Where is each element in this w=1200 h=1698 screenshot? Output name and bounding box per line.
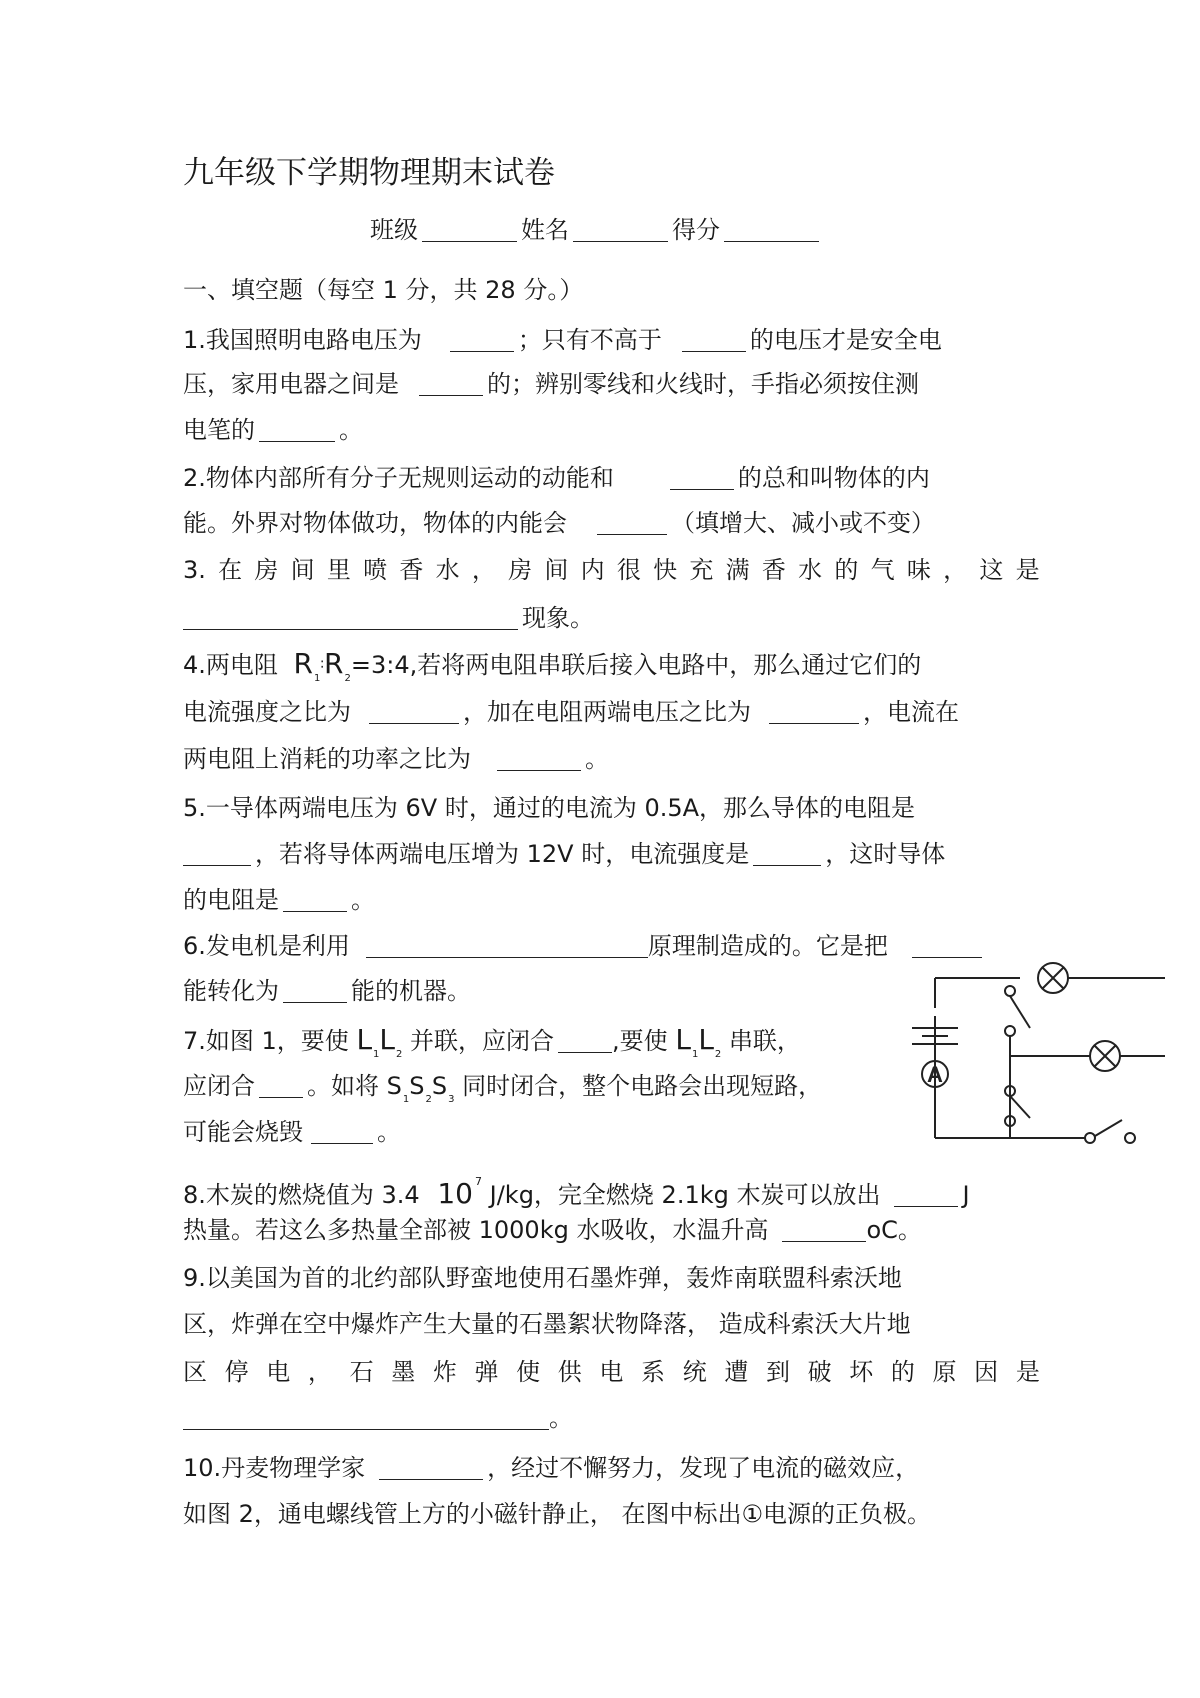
question-5-line-3 xyxy=(183,884,1040,916)
subscript: 1 xyxy=(373,1049,380,1060)
text: J xyxy=(962,1181,970,1209)
spaced-char: 墨 xyxy=(391,1358,416,1386)
text: 1.我国照明电路电压为 xyxy=(183,326,422,354)
question-10-line-2: 如图 2，通电螺线管上方的小磁针静止， 在图中标出①电源的正负极。 xyxy=(183,1500,932,1528)
spaced-char: 是 xyxy=(1015,1358,1040,1386)
score-field[interactable] xyxy=(724,215,819,242)
spaced-char: 的 xyxy=(834,556,859,584)
spaced-char: 区 xyxy=(183,1358,207,1386)
text: 串联， xyxy=(728,1027,801,1055)
text: 能转化为 xyxy=(183,977,279,1005)
spaced-char: 3. xyxy=(183,556,206,584)
text: 。 xyxy=(377,1118,401,1146)
spaced-char: 水 xyxy=(798,556,823,584)
text: 能。外界对物体做功，物体的内能会 xyxy=(183,509,567,537)
spaced-char: 到 xyxy=(765,1358,790,1386)
spaced-char: 遭 xyxy=(724,1358,749,1386)
spaced-char: 炸 xyxy=(432,1358,457,1386)
r1-symbol: R xyxy=(293,647,314,680)
answer-blank[interactable] xyxy=(419,369,483,396)
question-4-line-3 xyxy=(183,743,1040,775)
text: ；只有不高于 xyxy=(517,326,662,354)
l1-symbol: L xyxy=(675,1023,691,1056)
text: 2.物体内部所有分子无规则运动的动能和 xyxy=(183,464,614,492)
r2-symbol: R xyxy=(324,647,344,680)
answer-blank[interactable] xyxy=(597,508,667,535)
spaced-char: 供 xyxy=(557,1358,582,1386)
subscript: 2 xyxy=(425,1094,432,1105)
student-info-row xyxy=(370,214,1040,246)
spaced-char: 房 xyxy=(254,556,279,584)
switch-s3-icon xyxy=(1085,1133,1095,1143)
spaced-char: 的 xyxy=(890,1358,915,1386)
answer-blank[interactable] xyxy=(682,325,746,352)
spaced-char: 内 xyxy=(580,556,605,584)
answer-blank[interactable] xyxy=(366,931,648,958)
question-3-line-1 xyxy=(183,554,1040,586)
question-5-line-1: 5.一导体两端电压为 6V 时，通过的电流为 0.5A，那么导体的电阻是 xyxy=(183,794,916,822)
text: 两电阻上消耗的功率之比为 xyxy=(183,745,471,773)
subscript: 3 xyxy=(448,1094,455,1105)
text: 4.两电阻 xyxy=(183,651,278,679)
power-of-ten: 10 xyxy=(437,1177,473,1210)
subscript: 2 xyxy=(396,1049,403,1060)
text: 原理制造成的。它是把 xyxy=(647,932,888,960)
spaced-char: 香 xyxy=(761,556,786,584)
question-2-line-2 xyxy=(183,507,1040,539)
text: 压，家用电器之间是 xyxy=(183,370,399,398)
question-5-line-2 xyxy=(183,838,1040,870)
spaced-char: 系 xyxy=(641,1358,666,1386)
spaced-char: 弹 xyxy=(474,1358,499,1386)
name-field[interactable] xyxy=(573,215,668,242)
question-9-line-1: 9.以美国为首的北约部队野蛮地使用石墨炸弹，轰炸南联盟科索沃地 xyxy=(183,1264,902,1292)
answer-blank[interactable] xyxy=(558,1026,612,1053)
text: 能的机器。 xyxy=(351,977,471,1005)
question-1-line-1 xyxy=(183,324,1040,356)
text: 。 xyxy=(549,1404,573,1432)
subscript: 2 xyxy=(714,1049,722,1060)
answer-blank[interactable] xyxy=(379,1453,483,1480)
answer-blank[interactable] xyxy=(894,1180,958,1207)
text: =3:4,若将两电阻串联后接入电路中，那么通过它们的 xyxy=(350,651,922,679)
spaced-char: 坏 xyxy=(849,1358,874,1386)
circuit-diagram-figure-1 xyxy=(900,948,1170,1148)
spaced-char: 统 xyxy=(682,1358,707,1386)
question-1-line-3 xyxy=(183,414,1040,446)
exam-title: 九年级下学期物理期末试卷 xyxy=(183,155,555,191)
spaced-char: 原 xyxy=(932,1358,957,1386)
question-2-line-1 xyxy=(183,462,1040,494)
text: 。 xyxy=(351,886,375,914)
question-10-line-1 xyxy=(183,1452,1040,1484)
text: 同时闭合，整个电路会出现短路， xyxy=(462,1072,823,1100)
spaced-char: 喷 xyxy=(363,556,388,584)
answer-blank[interactable] xyxy=(311,1117,373,1144)
answer-blank[interactable] xyxy=(183,603,518,630)
question-3-line-2 xyxy=(183,602,1040,634)
text: 的；辨别零线和火线时，手指必须按住测 xyxy=(487,370,919,398)
subscript: 1 xyxy=(314,673,321,684)
answer-blank[interactable] xyxy=(183,1403,549,1430)
spaced-char: 很 xyxy=(616,556,641,584)
text: 的电阻是 xyxy=(183,886,279,914)
text: 电流强度之比为 xyxy=(183,698,351,726)
answer-blank[interactable] xyxy=(369,697,459,724)
answer-blank[interactable] xyxy=(769,697,859,724)
text: ∶ xyxy=(320,657,325,673)
text: 7.如图 1，要使 xyxy=(183,1027,349,1055)
spaced-char: 是 xyxy=(1015,556,1040,584)
text: 并联，应闭合 xyxy=(410,1027,555,1055)
exponent: 7 xyxy=(474,1175,482,1188)
text: 应闭合 xyxy=(183,1072,255,1100)
question-9-line-2: 区，炸弹在空中爆炸产生大量的石墨絮状物降落， 造成科索沃大片地 xyxy=(183,1310,911,1338)
text: 可能会烧毁 xyxy=(183,1118,303,1146)
spaced-char: 停 xyxy=(224,1358,249,1386)
question-8-line-2 xyxy=(183,1214,1040,1246)
spaced-char: 味 xyxy=(906,556,931,584)
spaced-char: 使 xyxy=(516,1358,541,1386)
class-field[interactable] xyxy=(422,215,517,242)
subscript: 2 xyxy=(344,673,351,684)
text: 现象。 xyxy=(522,604,594,632)
spaced-char: ， xyxy=(943,556,968,584)
spaced-char: 充 xyxy=(689,556,714,584)
spaced-char: 石 xyxy=(349,1358,374,1386)
subscript: 1 xyxy=(402,1094,410,1105)
question-4-line-1 xyxy=(183,648,1040,695)
spaced-char: 因 xyxy=(974,1358,999,1386)
spaced-char: 满 xyxy=(725,556,750,584)
l2-symbol: L xyxy=(379,1023,396,1056)
text: 。 xyxy=(339,416,363,444)
spaced-char: 在 xyxy=(218,556,243,584)
ammeter-label: A xyxy=(927,1062,943,1087)
text: 8.木炭的燃烧值为 3.4 xyxy=(183,1181,420,1209)
text: ，若将导体两端电压增为 12V 时，电流强度是 xyxy=(255,840,750,868)
spaced-char: 快 xyxy=(653,556,678,584)
question-8-line-1 xyxy=(183,1166,1060,1211)
spaced-char: 间 xyxy=(544,556,569,584)
text: ，电流在 xyxy=(863,698,959,726)
question-7-line-1 xyxy=(183,1024,880,1071)
spaced-char: 电 xyxy=(266,1358,291,1386)
spaced-char: 香 xyxy=(399,556,424,584)
answer-blank[interactable] xyxy=(183,839,251,866)
question-4-line-2 xyxy=(183,696,1040,728)
text: ，加在电阻两端电压之比为 xyxy=(463,698,751,726)
text: 。如将 xyxy=(307,1072,379,1100)
text: J/kg，完全燃烧 2.1kg 木炭可以放出 xyxy=(489,1181,881,1209)
spaced-char: 房 xyxy=(508,556,533,584)
text: ,要使 xyxy=(612,1027,668,1055)
answer-blank[interactable] xyxy=(259,1071,303,1098)
s2-symbol: S xyxy=(409,1072,425,1100)
s1-symbol: S xyxy=(386,1072,402,1100)
question-9-line-4 xyxy=(183,1402,1040,1434)
text: ，经过不懈努力，发现了电流的磁效应， xyxy=(487,1454,920,1482)
text: 的总和叫物体的内 xyxy=(737,464,930,492)
name-label: 姓名 xyxy=(521,216,569,244)
spaced-char: 破 xyxy=(807,1358,832,1386)
switch-s1-icon xyxy=(1005,986,1015,996)
answer-blank[interactable] xyxy=(782,1215,866,1242)
text: 电笔的 xyxy=(183,416,255,444)
s3-symbol: S xyxy=(431,1072,448,1100)
spaced-char: 间 xyxy=(290,556,315,584)
answer-blank[interactable] xyxy=(670,463,734,490)
spaced-char: 这 xyxy=(979,556,1004,584)
text: 6.发电机是利用 xyxy=(183,932,350,960)
answer-blank[interactable] xyxy=(283,885,347,912)
answer-blank[interactable] xyxy=(259,415,335,442)
l1-symbol: L xyxy=(356,1023,373,1056)
section-heading: 一、填空题（每空 1 分，共 28 分。） xyxy=(183,276,584,304)
answer-blank[interactable] xyxy=(497,744,581,771)
question-1-line-2 xyxy=(183,368,1040,400)
answer-blank[interactable] xyxy=(450,325,514,352)
text: 热量。若这么多热量全部被 1000kg 水吸收，水温升高 xyxy=(183,1216,769,1244)
question-9-line-3 xyxy=(183,1356,1040,1388)
answer-blank[interactable] xyxy=(753,839,821,866)
question-7-line-2 xyxy=(183,1070,880,1116)
text: 10.丹麦物理学家 xyxy=(183,1454,366,1482)
text: 。 xyxy=(585,745,609,773)
text: 的电压才是安全电 xyxy=(749,326,942,354)
text: ，这时导体 xyxy=(825,840,946,868)
spaced-char: 电 xyxy=(599,1358,624,1386)
spaced-char: 水 xyxy=(435,556,460,584)
spaced-char: ， xyxy=(307,1358,332,1386)
l2-symbol: L xyxy=(698,1023,714,1056)
spaced-char: ， xyxy=(471,556,496,584)
class-label: 班级 xyxy=(370,216,418,244)
subscript: 1 xyxy=(691,1049,699,1060)
text: oC。 xyxy=(866,1216,922,1244)
spaced-char: 气 xyxy=(870,556,895,584)
text: （填增大、减小或不变） xyxy=(671,509,935,537)
score-label: 得分 xyxy=(672,216,720,244)
answer-blank[interactable] xyxy=(283,976,347,1003)
spaced-char: 里 xyxy=(326,556,351,584)
